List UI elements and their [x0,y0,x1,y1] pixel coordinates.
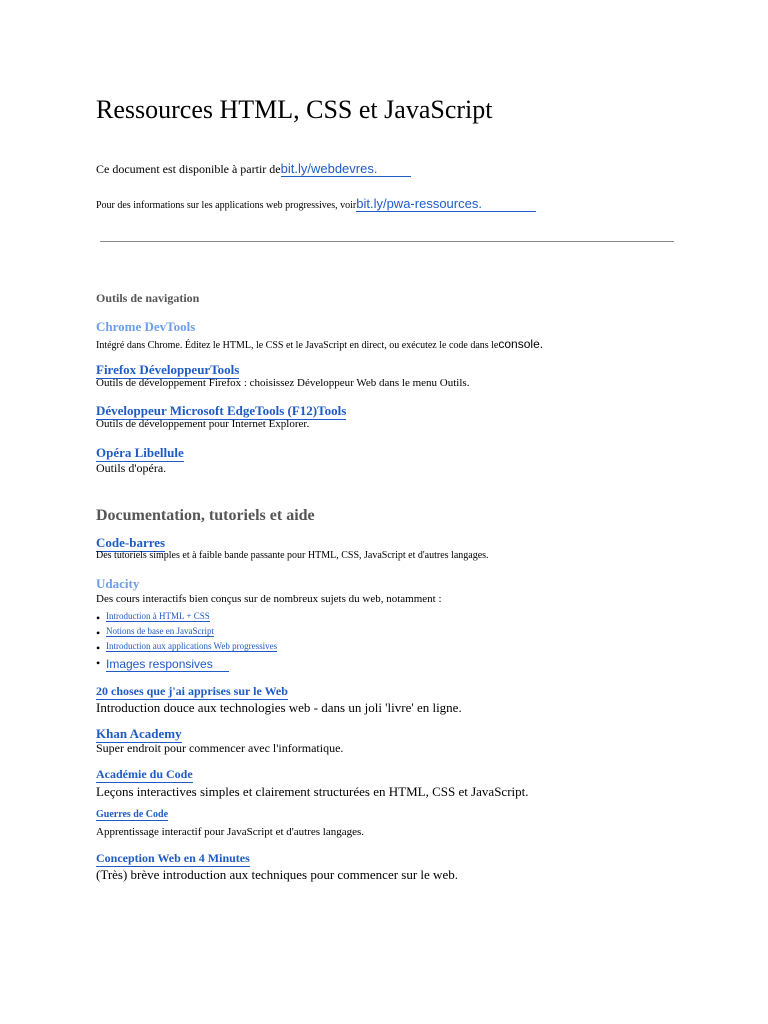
intro-pwa-text: Pour des informations sur les applications web progressives, voir [96,200,357,211]
course-intro-pwa-link[interactable]: Introduction aux applications Web progressives [106,641,278,651]
list-item [96,611,277,626]
chrome-devtools-desc-text: Intégré dans Chrome. Éditez le HTML, le CSS et le JavaScript en direct, ou exécutez le code dans le [96,340,499,351]
chrome-devtools-link[interactable]: Chrome DevTools [96,319,196,334]
console-term: console. [498,337,544,351]
edge-devtools-desc: Outils de développement pour Internet Explorer. [96,418,310,430]
codebar-desc: Des tutoriels simples et à faible bande passante pour HTML, CSS, JavaScript et d'autres langages. [96,550,489,561]
web-design-4-minutes-desc: (Très) brève introduction aux techniques pour commencer sur le web. [96,867,458,882]
list-item [96,656,277,671]
webdevres-link[interactable]: bit.ly/webdevres. [281,161,412,177]
course-javascript-basics-link[interactable]: Notions de base en JavaScript [106,626,214,636]
20-things-desc: Introduction douce aux technologies web - dans un joli 'livre' en ligne. [96,700,462,715]
edge-devtools-link[interactable]: Développeur Microsoft EdgeTools (F12)Tools [96,403,347,418]
20-things-link[interactable]: 20 choses que j'ai apprises sur le Web [96,684,288,698]
intro-availability-text: Ce document est disponible à partir de [96,162,281,176]
course-intro-html-css-link[interactable]: Introduction à HTML + CSS [106,611,210,621]
udacity-desc: Des cours interactifs bien conçus sur de nombreux sujets du web, notamment : [96,593,442,605]
divider [100,241,674,242]
intro-pwa [96,196,536,211]
section-heading-docs: Documentation, tutoriels et aide [96,507,315,524]
list-item [96,641,277,656]
opera-dragonfly-desc: Outils d'opéra. [96,461,167,475]
list-item [96,626,277,641]
codewars-desc: Apprentissage interactif pour JavaScript et d'autres langages. [96,826,365,838]
udacity-link[interactable]: Udacity [96,576,140,591]
page-title: Ressources HTML, CSS et JavaScript [96,95,493,124]
opera-dragonfly-link[interactable]: Opéra Libellule [96,445,184,460]
firefox-devtools-link[interactable]: Firefox DéveloppeurTools [96,362,240,377]
chrome-devtools-desc [96,337,543,351]
codewars-link[interactable]: Guerres de Code [96,809,169,820]
course-responsive-images-link[interactable]: Images responsives [106,657,229,672]
firefox-devtools-desc: Outils de développement Firefox : choisissez Développeur Web dans le menu Outils. [96,377,470,389]
codebar-link[interactable]: Code-barres [96,535,166,550]
codecademy-link[interactable]: Académie du Code [96,767,193,781]
intro-availability [96,161,411,177]
codecademy-desc: Leçons interactives simples et clairement structurées en HTML, CSS et JavaScript. [96,784,529,799]
section-heading-tools: Outils de navigation [96,291,200,305]
web-design-4-minutes-link[interactable]: Conception Web en 4 Minutes [96,851,250,865]
pwa-resources-link[interactable]: bit.ly/pwa-ressources. [356,196,536,212]
khan-academy-desc: Super endroit pour commencer avec l'informatique. [96,741,344,755]
udacity-course-list [96,611,277,671]
khan-academy-link[interactable]: Khan Academy [96,726,182,741]
